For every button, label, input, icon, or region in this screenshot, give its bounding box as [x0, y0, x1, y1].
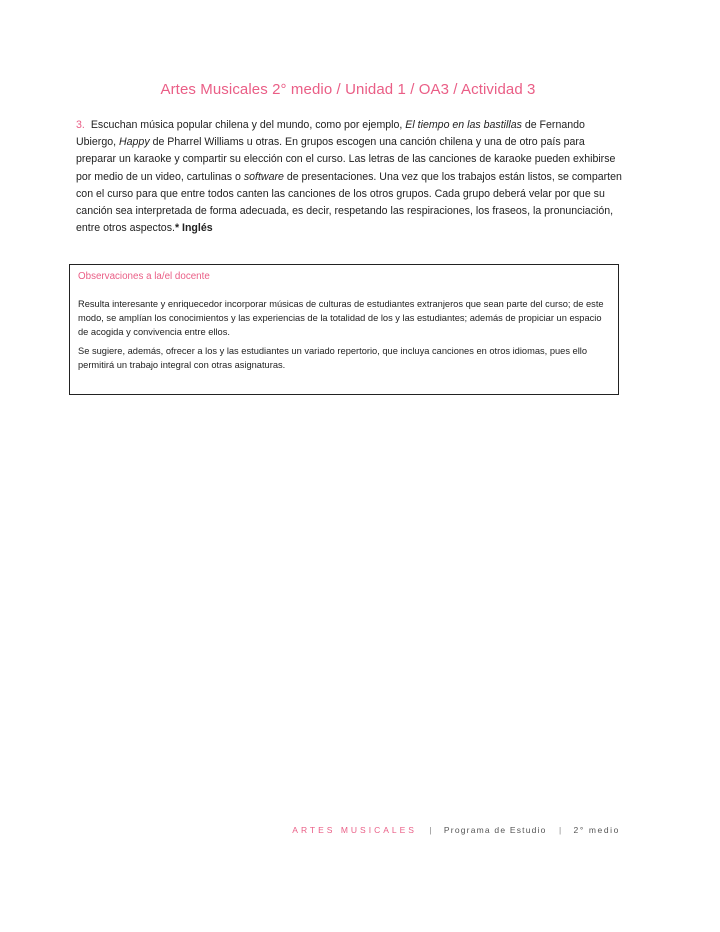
footer-program: Programa de Estudio — [443, 825, 547, 835]
activity-text-part-3: de Pharrel Williams u otras. En grupos escogen una canción chilena y una de otro país para preparar un karaoke y compartir su elección con el curso. Las letras de las canciones de karaoke pueden exhibirse por medio de un video, cartulinas o — [76, 136, 616, 183]
activity-text-part-2: de Fernando Ubiergo, — [76, 119, 585, 149]
footer-level: 2° medio — [573, 825, 620, 835]
song-title-2: Happy — [119, 136, 150, 149]
observations-paragraph-1: Resulta interesante y enriquecedor incorporar músicas de culturas de estudiantes extranjeros que sean parte del curso; de este modo, se amplían los conocimientos y las experiencias de la totalidad de los y las estudiantes; además de propiciar un espacio de acogida y convivencia entre ellos. — [78, 299, 604, 337]
footer-separator: | — [429, 825, 432, 835]
page-title: Artes Musicales 2° medio / Unidad 1 / OA3 / Actividad 3 — [160, 81, 536, 98]
activity-description — [76, 117, 626, 237]
observations-title: Observaciones a la/el docente — [78, 271, 210, 282]
activity-number: 3. — [76, 119, 85, 131]
observations-paragraph-2: Se sugiere, además, ofrecer a los y las estudiantes un variado repertorio, que incluya canciones en otros idiomas, pues ello permitirá un trabajo integral con otras asignaturas. — [78, 346, 588, 370]
song-title-1: El tiempo en las bastillas — [405, 119, 522, 131]
activity-text-part-1: Escuchan música popular chilena y del mundo, como por ejemplo, — [90, 119, 406, 131]
footer-subject: ARTES MUSICALES — [292, 825, 417, 835]
teacher-observations-box — [69, 264, 619, 395]
footer-separator: | — [558, 825, 562, 835]
software-term: software — [243, 170, 284, 183]
activity-text-part-4: de presentaciones. Una vez que los trabajos están listos, se comparten con el curso para que entre todos canten las canciones de los otros grupos. Cada grupo deberá velar por que su canción sea interpretada de forma adecuada, es decir, respetando las respiraciones, los fraseos, la pronunciación, entre otros aspectos. — [76, 170, 622, 235]
page-footer — [292, 825, 620, 835]
language-link[interactable]: * Inglés — [174, 222, 213, 235]
